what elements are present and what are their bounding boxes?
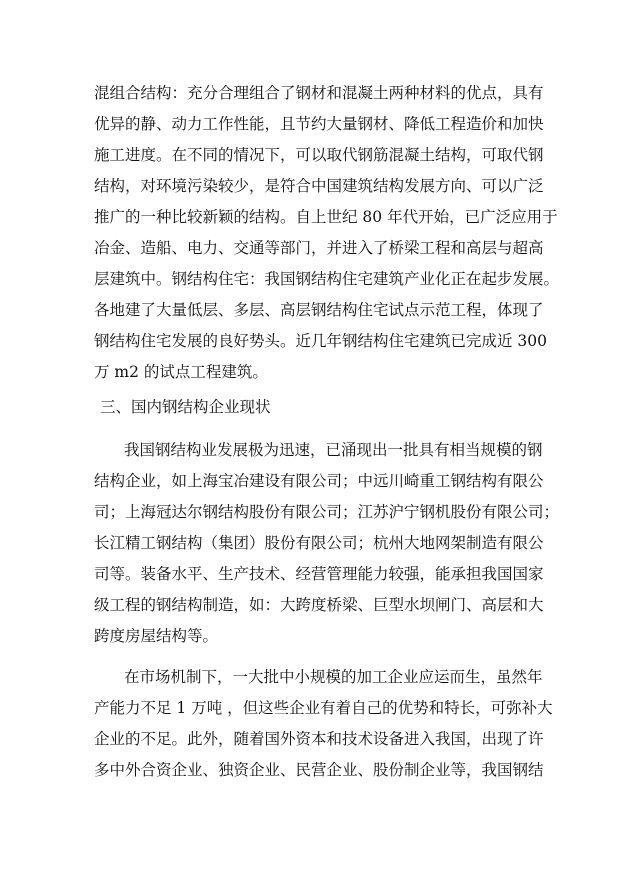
paragraph-2-line-7: 跨度房屋结构等。 xyxy=(94,627,219,645)
paragraph-3-line-4: 多中外合资企业、独资企业、民营企业、股份制企业等，我国钢结 xyxy=(94,761,544,779)
paragraph-2-line-1: 我国钢结构业发展极为迅速，已涌现出一批具有相当规模的钢 xyxy=(124,441,543,459)
paragraph-1-line-8: 各地建了大量低层、多层、高层钢结构住宅试点示范工程，体现了 xyxy=(94,301,544,319)
paragraph-3-line-2: 产能力不足 1 万吨 ，但这些企业有着自己的优势和特长，可弥补大 xyxy=(94,699,553,717)
paragraph-2-line-2: 结构企业，如上海宝冶建设有限公司；中远川崎重工钢结构有限公 xyxy=(94,472,544,490)
section-heading: 三、国内钢结构企业现状 xyxy=(100,398,271,416)
paragraph-3-line-1: 在市场机制下，一大批中小规模的加工企业应运而生，虽然年 xyxy=(124,668,543,686)
paragraph-1-line-3: 施工进度。在不同的情况下，可以取代钢筋混凝土结构，可取代钢 xyxy=(94,146,544,164)
paragraph-1-line-5: 推广的一种比较新颖的结构。自上世纪 80 年代开始，已广泛应用于 xyxy=(94,208,558,226)
paragraph-2-line-3: 司；上海冠达尔钢结构股份有限公司；江苏沪宁钢机股份有限公司； xyxy=(94,503,560,521)
paragraph-1-line-9: 钢结构住宅发展的良好势头。近几年钢结构住宅建筑已完成近 300 xyxy=(94,332,548,350)
paragraph-1-line-6: 冶金、造船、电力、交通等部门，并进入了桥梁工程和高层与超高 xyxy=(94,239,544,257)
paragraph-2-line-5: 司等。装备水平、生产技术、经营管理能力较强，能承担我国国家 xyxy=(94,565,544,583)
paragraph-1-line-2: 优异的静、动力工作性能，且节约大量钢材、降低工程造价和加快 xyxy=(94,115,544,133)
paragraph-1-line-1: 混组合结构：充分合理组合了钢材和混凝土两种材料的优点，具有 xyxy=(94,84,544,102)
paragraph-2-line-4: 长江精工钢结构（集团）股份有限公司；杭州大地网架制造有限公 xyxy=(94,534,544,552)
paragraph-1-line-7: 层建筑中。钢结构住宅：我国钢结构住宅建筑产业化正在起步发展。 xyxy=(94,270,560,288)
paragraph-1-line-10: 万 m2 的试点工程建筑。 xyxy=(94,363,268,381)
paragraph-2-line-6: 级工程的钢结构制造，如：大跨度桥梁、巨型水坝闸门、高层和大 xyxy=(94,596,544,614)
paragraph-1-line-4: 结构，对环境污染较少，是符合中国建筑结构发展方向、可以广泛 xyxy=(94,177,544,195)
paragraph-3-line-3: 企业的不足。此外，随着国外资本和技术设备进入我国，出现了许 xyxy=(94,730,544,748)
